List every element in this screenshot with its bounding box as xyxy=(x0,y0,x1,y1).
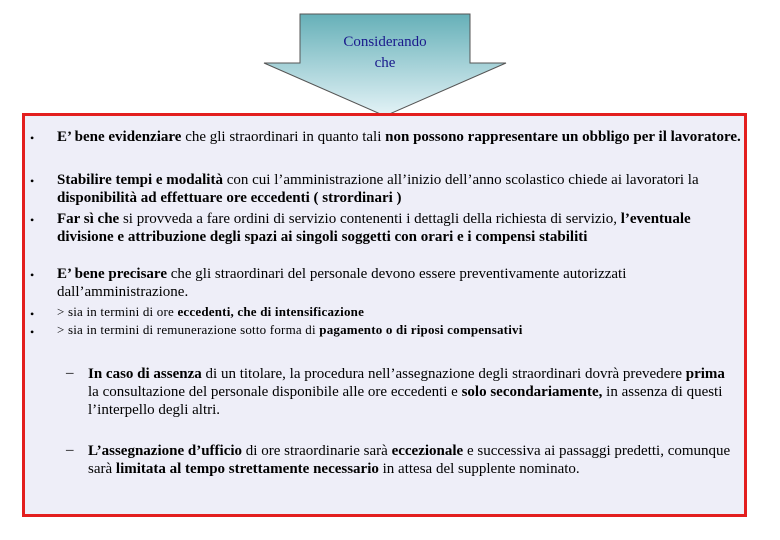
bold-text-run: eccezionale xyxy=(391,443,464,459)
bold-text-run: Far sì che xyxy=(57,211,120,227)
text-run: > sia in termini di ore xyxy=(57,304,178,319)
bullet-marker: • xyxy=(30,131,35,145)
text-run: > sia in termini di remunerazione sotto forma di xyxy=(57,322,320,337)
bold-text-run: disponibilità ad effettuare ore eccedenti ( strordinari ) xyxy=(57,190,402,206)
bold-text-run: solo secondariamente, xyxy=(461,384,603,400)
arrow-title-line1: Considerando xyxy=(343,34,427,50)
text-run: di ore straordinarie sarà xyxy=(242,443,392,459)
bold-text-run: limitata al tempo strettamente necessario xyxy=(115,461,379,477)
bullet-text-1 xyxy=(57,128,747,146)
bold-text-run: prima xyxy=(685,366,725,382)
sub-bullet-text-2 xyxy=(57,321,747,339)
bullet-text-3 xyxy=(57,210,747,246)
dash-text-1 xyxy=(88,365,738,419)
bullet-marker: • xyxy=(30,307,35,321)
text-run: che gli straordinari del personale devono essere preventivamente autorizzati dall’amministrazione. xyxy=(57,266,627,300)
bullet-text-2 xyxy=(57,171,747,207)
arrow-title-line2: che xyxy=(374,55,396,71)
bold-text-run: pagamento o di riposi compensativi xyxy=(319,322,523,337)
text-run: che gli straordinari in quanto tali xyxy=(181,129,386,145)
text-run: si provveda a fare ordini di servizio contenenti i dettagli della richiesta di servizio, xyxy=(119,211,621,227)
dash-text-2 xyxy=(88,442,738,478)
dash-marker: – xyxy=(66,365,74,381)
bullet-text-4 xyxy=(57,265,747,301)
bold-text-run: L’assegnazione d’ufficio xyxy=(88,443,243,459)
text-run: con cui l’amministrazione all’inizio dell’anno scolastico chiede ai lavoratori la xyxy=(222,172,699,188)
bold-text-run: l’eventuale divisione e attribuzione degli spazi ai singoli soggetti con orari e i compensi stabiliti xyxy=(57,211,691,245)
text-run: la consultazione del personale disponibile alle ore eccedenti e xyxy=(88,384,462,400)
bullet-marker: • xyxy=(30,268,35,282)
bold-text-run: eccedenti, che di intensificazione xyxy=(177,304,365,319)
text-run: di un titolare, la procedura nell’assegnazione degli straordinari dovrà prevedere xyxy=(201,366,686,382)
bold-text-run: E’ bene evidenziare xyxy=(57,129,182,145)
dash-marker: – xyxy=(66,442,74,458)
text-run: in assenza di questi l’interpello degli altri. xyxy=(88,384,723,418)
bold-text-run: Stabilire tempi e modalità xyxy=(57,172,223,188)
text-run: e successiva ai passaggi predetti, comunque sarà xyxy=(88,443,731,477)
bullet-marker: • xyxy=(30,213,35,227)
bold-text-run: non possono rappresentare un obbligo per il lavoratore. xyxy=(385,129,741,145)
bold-text-run: In caso di assenza xyxy=(88,366,202,382)
sub-bullet-text-1 xyxy=(57,303,747,321)
bullet-marker: • xyxy=(30,174,35,188)
bold-text-run: E’ bene precisare xyxy=(57,266,167,282)
bullet-marker: • xyxy=(30,325,35,339)
text-run: in attesa del supplente nominato. xyxy=(378,461,580,477)
